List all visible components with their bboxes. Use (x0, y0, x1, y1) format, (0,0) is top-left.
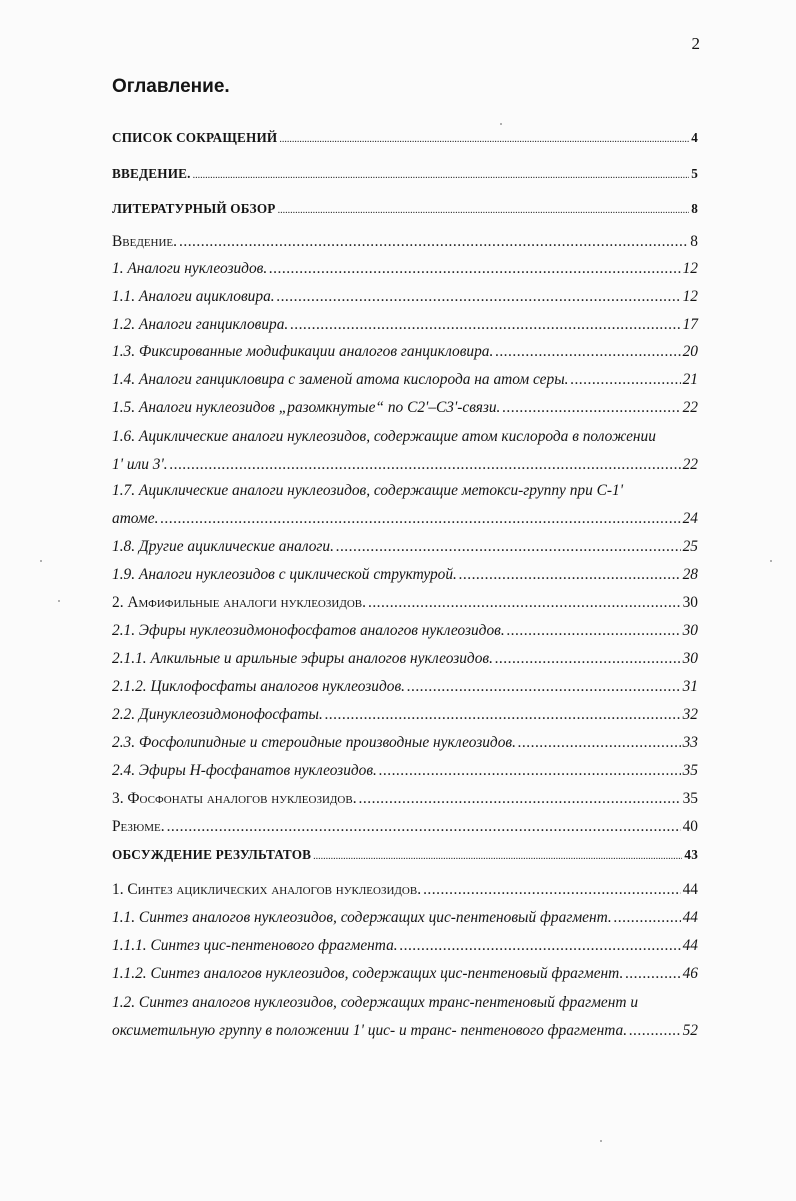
toc-entry-title: 2. Амфифильные аналоги нуклеозидов. (112, 594, 366, 611)
toc-entry-title: 1.4. Аналоги ганцикловира с заменой атома кислорода на атом серы. (112, 371, 569, 388)
toc-entry-title: 1.8. Другие ациклические аналоги. (112, 538, 334, 555)
toc-entry-page: 12 (682, 260, 698, 277)
toc-leader-dots (359, 789, 681, 809)
toc-leader-dots (625, 964, 680, 984)
toc-entry[interactable] (112, 677, 698, 697)
toc-entry[interactable] (112, 649, 698, 669)
toc-leader-dots (495, 342, 680, 362)
toc-entry[interactable] (112, 705, 698, 725)
toc-leader-dots (379, 761, 681, 781)
toc-leader-dots (290, 315, 680, 335)
toc-entry-title: 1. Синтез ациклических аналогов нуклеозидов. (112, 881, 422, 898)
toc-entry-title: 1. Аналоги нуклеозидов. (112, 260, 268, 277)
toc-entry-title-line1: 1.2. Синтез аналогов нуклеозидов, содержащих транс-пентеновый фрагмент и (112, 994, 639, 1011)
toc-entry-title: 1.1.2. Синтез аналогов нуклеозидов, содержащих цис-пентеновый фрагмент. (112, 965, 624, 982)
toc-entry-page: 30 (682, 650, 698, 667)
toc-entry-title: 1.9. Аналоги нуклеозидов с циклической структурой. (112, 566, 457, 583)
toc-entry-title: 1.1. Аналоги ацикловира. (112, 288, 275, 305)
toc-entry-page: 32 (682, 706, 698, 723)
toc-entry[interactable] (112, 427, 698, 475)
toc-leader-dots (459, 565, 681, 585)
toc-leader-dots (167, 817, 681, 837)
toc-entry-page: 25 (682, 538, 698, 555)
toc-entry-page: 22 (682, 456, 698, 473)
toc-entry-page: 17 (682, 316, 698, 333)
toc-entry[interactable] (112, 537, 698, 557)
toc-leader-dots (336, 537, 681, 557)
toc-leader-dots (278, 201, 690, 221)
scan-speck (770, 560, 772, 562)
toc-leader-dots (423, 880, 681, 900)
toc-entry-page: 30 (682, 622, 698, 639)
toc-leader-dots (400, 936, 681, 956)
toc-entry[interactable] (112, 733, 698, 753)
toc-entry-title: 2.2. Динуклеозидмонофосфаты. (112, 706, 323, 723)
toc-entry[interactable] (112, 259, 698, 279)
toc-entry-title: Резюме. (112, 818, 165, 835)
toc-entry-page: 44 (682, 881, 698, 898)
toc-entry-page: 44 (682, 937, 698, 954)
toc-entry[interactable] (112, 993, 698, 1041)
toc-entry[interactable] (112, 565, 698, 585)
toc-entry-page: 21 (682, 371, 698, 388)
toc-leader-dots (518, 733, 681, 753)
toc-leader-dots (179, 232, 688, 252)
toc-entry-title: СПИСОК СОКРАЩЕНИЙ (112, 130, 278, 145)
toc-entry-page: 20 (682, 343, 698, 360)
toc-entry-page: 33 (682, 734, 698, 751)
page-number: 2 (691, 34, 700, 53)
toc-entry-title-line1: 1.7. Ациклические аналоги нуклеозидов, содержащие метокси-группу при С-1' (112, 482, 624, 499)
toc-entry-page: 44 (682, 909, 698, 926)
toc-entry-title-line2: 1' или 3'. (112, 456, 168, 473)
toc-entry[interactable] (112, 621, 698, 641)
toc-leader-dots (614, 908, 681, 928)
toc-leader-dots (325, 705, 681, 725)
toc-leader-dots (495, 649, 681, 669)
toc-entry-page: 46 (682, 965, 698, 982)
scan-speck (500, 123, 502, 125)
toc-entry-page: 31 (682, 678, 698, 695)
toc-entry[interactable] (112, 199, 698, 221)
toc-leader-dots (507, 621, 681, 641)
toc-leader-dots (160, 509, 680, 529)
toc-entry-page: 12 (682, 288, 698, 305)
toc-entry-title: 2.1. Эфиры нуклеозидмонофосфатов аналогов нуклеозидов. (112, 622, 505, 639)
toc-leader-dots (170, 455, 681, 475)
toc-entry-title: ЛИТЕРАТУРНЫЙ ОБЗОР (112, 201, 276, 216)
page-title: Оглавление. (112, 76, 230, 97)
toc-entry[interactable] (112, 789, 698, 809)
toc-entry-page: 8 (691, 201, 698, 216)
toc-leader-dots (368, 593, 681, 613)
toc-leader-dots (277, 287, 681, 307)
toc-leader-dots (407, 677, 681, 697)
toc-leader-dots (502, 398, 680, 418)
toc-entry-page: 35 (682, 762, 698, 779)
toc-entry[interactable] (112, 481, 698, 529)
toc-entry[interactable] (112, 817, 698, 837)
toc-entry-title: 1.1. Синтез аналогов нуклеозидов, содержащих цис-пентеновый фрагмент. (112, 909, 612, 926)
toc-leader-dots (193, 166, 690, 186)
toc-entry[interactable] (112, 845, 698, 867)
toc-entry[interactable] (112, 128, 698, 150)
toc-entry[interactable] (112, 761, 698, 781)
toc-entry[interactable] (112, 880, 698, 900)
toc-entry-page: 4 (691, 130, 698, 145)
scan-speck (58, 600, 60, 602)
toc-entry-title: 2.4. Эфиры Н-фосфанатов нуклеозидов. (112, 762, 377, 779)
toc-entry[interactable] (112, 964, 698, 984)
toc-leader-dots (269, 259, 680, 279)
toc-entry-title-line1: 1.6. Ациклические аналоги нуклеозидов, содержащие атом кислорода в положении (112, 428, 656, 445)
toc-entry-title: 1.3. Фиксированные модификации аналогов ганцикловира. (112, 343, 494, 360)
toc-entry-title-line2: атоме. (112, 510, 159, 527)
toc-entry-title: 1.5. Аналоги нуклеозидов „разомкнутые“ по С2'–С3'-связи. (112, 399, 501, 416)
toc-entry-page: 28 (682, 566, 698, 583)
toc-entry-title: 1.2. Аналоги ганцикловира. (112, 316, 289, 333)
toc-entry[interactable] (112, 398, 698, 418)
toc-entry-title: Введение. (112, 233, 177, 250)
toc-entry[interactable] (112, 370, 698, 390)
toc-entry-page: 5 (691, 166, 698, 181)
toc-entry-title: 2.1.1. Алкильные и арильные эфиры аналогов нуклеозидов. (112, 650, 493, 667)
toc-leader-dots (313, 847, 682, 867)
toc-entry[interactable] (112, 593, 698, 613)
toc-entry-title: ОБСУЖДЕНИЕ РЕЗУЛЬТАТОВ (112, 847, 312, 862)
toc-entry-title: ВВЕДЕНИЕ. (112, 166, 191, 181)
toc-entry-page: 22 (682, 399, 698, 416)
scan-speck (40, 560, 42, 562)
toc-entry-page: 8 (690, 233, 698, 250)
toc-leader-dots (629, 1021, 681, 1041)
toc-entry[interactable] (112, 287, 698, 307)
toc-entry[interactable] (112, 164, 698, 186)
toc-entry[interactable] (112, 315, 698, 335)
toc-entry-page: 43 (684, 847, 698, 862)
toc-entry[interactable] (112, 936, 698, 956)
toc-entry-page: 30 (682, 594, 698, 611)
toc-entry[interactable] (112, 908, 698, 928)
toc-entry-title: 3. Фосфонаты аналогов нуклеозидов. (112, 790, 357, 807)
toc-entry-page: 24 (682, 510, 698, 527)
toc-entry-page: 40 (682, 818, 698, 835)
toc-entry[interactable] (112, 342, 698, 362)
toc-entry-title: 2.1.2. Циклофосфаты аналогов нуклеозидов. (112, 678, 406, 695)
toc-entry-title-line2: оксиметильную группу в положении 1' цис- и транс- пентенового фрагмента. (112, 1022, 628, 1039)
toc-leader-dots (279, 130, 689, 150)
toc-entry-title: 1.1.1. Синтез цис-пентенового фрагмента. (112, 937, 398, 954)
scan-speck (600, 1140, 602, 1142)
toc-entry-page: 35 (682, 790, 698, 807)
toc-entry-title: 2.3. Фосфолипидные и стероидные производные нуклеозидов. (112, 734, 516, 751)
toc-leader-dots (570, 370, 680, 390)
toc-entry[interactable] (112, 232, 698, 252)
toc-entry-page: 52 (682, 1022, 698, 1039)
